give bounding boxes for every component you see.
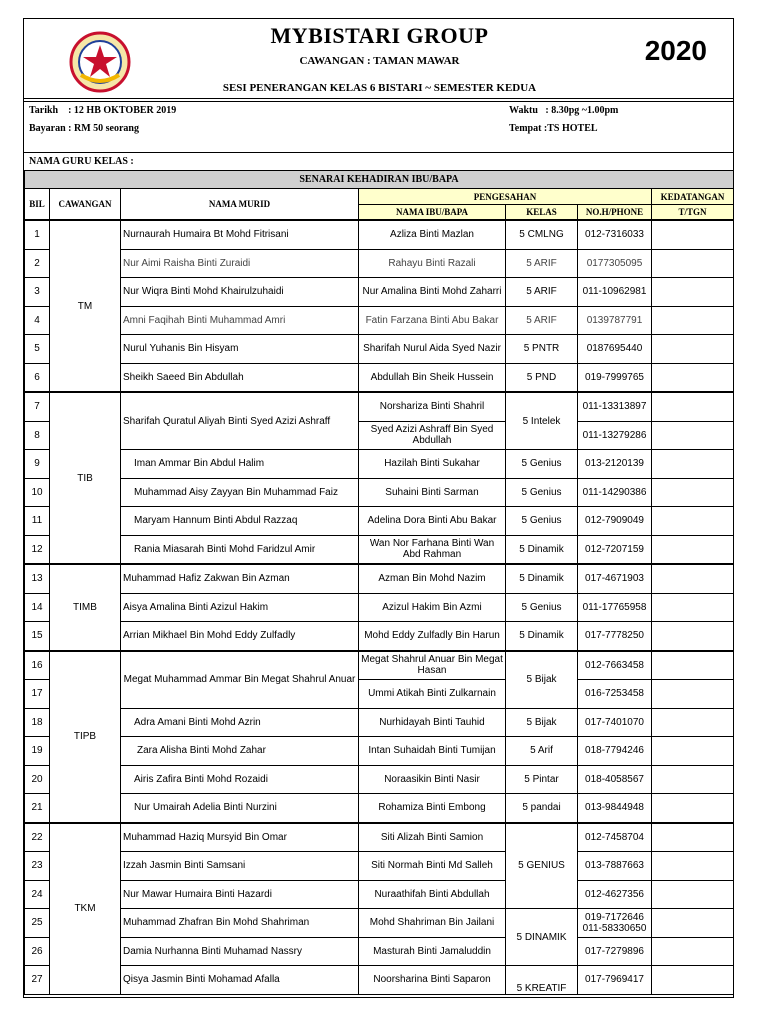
student-name: Nur Wiqra Binti Mohd Khairulzuhaidi [121,278,359,307]
student-name: Nur Umairah Adelia Binti Nurzini [121,794,359,823]
class-cell: 5 PNTR [506,335,578,364]
row-number: 25 [25,909,50,938]
class-cell: 5 Arif [506,737,578,766]
divider [24,152,733,153]
date-info: Tarikh : 12 HB OKTOBER 2019 [29,105,177,116]
student-name: Nurul Yuhanis Bin Hisyam [121,335,359,364]
row-number: 3 [25,278,50,307]
year-label: 2020 [644,35,707,66]
signature-cell[interactable] [652,880,734,909]
student-name: Muhammad Haziq Mursyid Bin Omar [121,823,359,852]
table-row [25,622,734,651]
class-cell: 5 CMLNG [506,220,578,249]
signature-cell[interactable] [652,909,734,938]
parent-name: Azman Bin Mohd Nazim [359,564,506,593]
phone-cell: 0187695440 [578,335,652,364]
phone-cell: 0177305095 [578,249,652,278]
phone-cell: 016-7253458 [578,680,652,709]
parent-name: Syed Azizi Ashraff Bin Syed Abdullah [359,421,506,450]
row-number: 27 [25,966,50,995]
attendance-table [24,170,734,995]
table-row [25,564,734,593]
parent-name: Nur Amalina Binti Mohd Zaharri [359,278,506,307]
phone-cell: 011-13279286 [578,421,652,450]
signature-cell[interactable] [652,937,734,966]
signature-cell[interactable] [652,823,734,852]
signature-cell[interactable] [652,249,734,278]
student-name: Amni Faqihah Binti Muhammad Amri [121,306,359,335]
row-number: 8 [25,421,50,450]
phone-cell: 011-17765958 [578,593,652,622]
phone-cell: 018-7794246 [578,737,652,766]
parent-name: Sharifah Nurul Aida Syed Nazir [359,335,506,364]
parent-name: Azizul Hakim Bin Azmi [359,593,506,622]
header-bil: BIL [25,189,50,221]
student-name: Adra Amani Binti Mohd Azrin [121,708,359,737]
signature-cell[interactable] [652,278,734,307]
phone-cell [578,909,652,938]
row-number: 11 [25,507,50,536]
parent-name: Nuraathifah Binti Abdullah [359,880,506,909]
phone-cell: 012-7316033 [578,220,652,249]
table-row [25,708,734,737]
signature-cell[interactable] [652,363,734,392]
parent-name: Adelina Dora Binti Abu Bakar [359,507,506,536]
parent-name: Rohamiza Binti Embong [359,794,506,823]
parent-name: Siti Alizah Binti Samion [359,823,506,852]
phone-primary: 019-7172646 [585,911,644,923]
parent-name: Suhaini Binti Sarman [359,478,506,507]
class-cell: 5 DINAMIK [506,909,578,966]
class-cell: 5 Genius [506,593,578,622]
class-cell: 5 ARIF [506,249,578,278]
branch-cell: TM [50,220,121,392]
table-row [25,535,734,564]
phone-cell: 012-7663458 [578,651,652,680]
branch-cell: TKM [50,823,121,995]
signature-cell[interactable] [652,651,734,680]
student-name: Damia Nurhanna Binti Muhamad Nassry [121,937,359,966]
venue-info: Tempat :TS HOTEL [509,123,598,134]
table-title: SENARAI KEHADIRAN IBU/BAPA [25,171,734,189]
phone-cell: 011-13313897 [578,392,652,421]
row-number: 1 [25,220,50,249]
student-name: Arrian Mikhael Bin Mohd Eddy Zulfadly [121,622,359,651]
row-number: 15 [25,622,50,651]
class-cell: 5 KREATIF [506,966,578,995]
table-row [25,823,734,852]
signature-cell[interactable] [652,450,734,479]
student-name: Muhammad Aisy Zayyan Bin Muhammad Faiz [121,478,359,507]
table-row [25,651,734,680]
student-name: Nur Mawar Humaira Binti Hazardi [121,880,359,909]
signature-cell[interactable] [652,535,734,564]
parent-name: Ummi Atikah Binti Zulkarnain [359,680,506,709]
parent-name: Abdullah Bin Sheik Hussein [359,363,506,392]
student-name: Aisya Amalina Binti Azizul Hakim [121,593,359,622]
organization-title: MYBISTARI GROUP [270,23,489,48]
student-name: Izzah Jasmin Binti Samsani [121,852,359,881]
row-number: 24 [25,880,50,909]
table-row [25,507,734,536]
row-number: 9 [25,450,50,479]
branch-cell: TIB [50,392,121,564]
class-cell: 5 Genius [506,507,578,536]
row-number: 19 [25,737,50,766]
signature-cell[interactable] [652,737,734,766]
class-cell: 5 Bijak [506,708,578,737]
student-name: Airis Zafira Binti Mohd Rozaidi [121,765,359,794]
row-number: 10 [25,478,50,507]
header-kelas: KELAS [506,205,578,221]
signature-cell[interactable] [652,794,734,823]
table-row [25,450,734,479]
row-number: 12 [25,535,50,564]
signature-cell[interactable] [652,708,734,737]
parent-name: Nurhidayah Binti Tauhid [359,708,506,737]
class-cell: 5 GENIUS [506,823,578,909]
header-nama-murid: NAMA MURID [121,189,359,221]
parent-name: Noorsharina Binti Saparon [359,966,506,995]
table-row [25,363,734,392]
parent-name: Intan Suhaidah Binti Tumijan [359,737,506,766]
parent-name: Hazilah Binti Sukahar [359,450,506,479]
student-name: Iman Ammar Bin Abdul Halim [121,450,359,479]
student-name: Muhammad Zhafran Bin Mohd Shahriman [121,909,359,938]
signature-cell[interactable] [652,765,734,794]
phone-cell: 012-7207159 [578,535,652,564]
phone-cell: 017-7969417 [578,966,652,995]
teacher-name-label: NAMA GURU KELAS : [29,156,134,167]
class-cell: 5 ARIF [506,306,578,335]
row-number: 18 [25,708,50,737]
header-phone: NO.H/PHONE [578,205,652,221]
header-ttgn: T/TGN [652,205,734,221]
parent-name: Wan Nor Farhana Binti Wan Abd Rahman [359,535,506,564]
row-number: 22 [25,823,50,852]
parent-name: Megat Shahrul Anuar Bin Megat Hasan [359,651,506,680]
phone-cell: 012-4627356 [578,880,652,909]
divider [24,101,733,102]
phone-cell: 011-14290386 [578,478,652,507]
table-row [25,794,734,823]
signature-cell[interactable] [652,852,734,881]
table-row [25,220,734,249]
header-cawangan: CAWANGAN [50,189,121,221]
phone-cell: 017-4671903 [578,564,652,593]
parent-name: Norshariza Binti Shahril [359,392,506,421]
row-number: 13 [25,564,50,593]
table-row [25,392,734,421]
row-number: 6 [25,363,50,392]
header-kedatangan: KEDATANGAN [652,189,734,205]
student-name: Muhammad Hafiz Zakwan Bin Azman [121,564,359,593]
table-row [25,737,734,766]
class-cell: 5 ARIF [506,278,578,307]
student-name: Zara Alisha Binti Mohd Zahar [121,737,359,766]
row-number: 17 [25,680,50,709]
table-row [25,278,734,307]
student-name: Maryam Hannum Binti Abdul Razzaq [121,507,359,536]
fee-info: Bayaran : RM 50 seorang [29,123,139,134]
table-row [25,249,734,278]
parent-name: Masturah Binti Jamaluddin [359,937,506,966]
signature-cell[interactable] [652,306,734,335]
row-number: 26 [25,937,50,966]
phone-cell: 018-4058567 [578,765,652,794]
parent-name: Azliza Binti Mazlan [359,220,506,249]
session-title: SESI PENERANGAN KELAS 6 BISTARI ~ SEMESTER KEDUA [222,82,537,94]
student-name: Nur Aimi Raisha Binti Zuraidi [121,249,359,278]
student-name: Sharifah Quratul Aliyah Binti Syed Azizi Ashraff [121,392,359,450]
parent-name: Mohd Shahriman Bin Jailani [359,909,506,938]
phone-cell: 013-7887663 [578,852,652,881]
class-cell: 5 Dinamik [506,622,578,651]
parent-name: Fatin Farzana Binti Abu Bakar [359,306,506,335]
row-number: 21 [25,794,50,823]
phone-cell: 013-9844948 [578,794,652,823]
phone-cell: 017-7778250 [578,622,652,651]
table-row [25,306,734,335]
signature-cell[interactable] [652,593,734,622]
table-row [25,765,734,794]
signature-cell[interactable] [652,335,734,364]
class-cell: 5 Pintar [506,765,578,794]
table-row [25,335,734,364]
class-cell: 5 Intelek [506,392,578,450]
row-number: 14 [25,593,50,622]
phone-cell: 017-7401070 [578,708,652,737]
signature-cell[interactable] [652,680,734,709]
phone-secondary: 011-58330650 [582,922,647,934]
class-cell: 5 Genius [506,478,578,507]
phone-cell: 012-7458704 [578,823,652,852]
divider [24,98,733,99]
row-number: 7 [25,392,50,421]
class-cell: 5 Genius [506,450,578,479]
phone-cell: 019-7999765 [578,363,652,392]
time-info: Waktu : 8.30pg ~1.00pm [509,105,619,116]
row-number: 2 [25,249,50,278]
class-cell: 5 Dinamik [506,535,578,564]
phone-cell: 013-2120139 [578,450,652,479]
student-name: Nurnaurah Humaira Bt Mohd Fitrisani [121,220,359,249]
student-name: Rania Miasarah Binti Mohd Faridzul Amir [121,535,359,564]
table-row [25,880,734,909]
signature-cell[interactable] [652,478,734,507]
signature-cell[interactable] [652,507,734,536]
table-row [25,593,734,622]
table-row [25,852,734,881]
row-number: 20 [25,765,50,794]
class-cell: 5 Bijak [506,651,578,709]
row-number: 5 [25,335,50,364]
row-number: 16 [25,651,50,680]
signature-cell[interactable] [652,392,734,421]
signature-cell[interactable] [652,421,734,450]
attendance-sheet [23,18,734,998]
class-cell: 5 pandai [506,794,578,823]
header-nama-ibubapa: NAMA IBU/BAPA [359,205,506,221]
student-name: Megat Muhammad Ammar Bin Megat Shahrul Anuar [121,651,359,709]
parent-name: Rahayu Binti Razali [359,249,506,278]
table-row [25,937,734,966]
branch-cell: TIPB [50,651,121,823]
student-name: Sheikh Saeed Bin Abdullah [121,363,359,392]
student-name: Qisya Jasmin Binti Mohamad Afalla [121,966,359,995]
signature-cell[interactable] [652,220,734,249]
class-cell: 5 PND [506,363,578,392]
header-pengesahan: PENGESAHAN [359,189,652,205]
parent-name: Mohd Eddy Zulfadly Bin Harun [359,622,506,651]
signature-cell[interactable] [652,564,734,593]
phone-cell: 017-7279896 [578,937,652,966]
signature-cell[interactable] [652,622,734,651]
phone-cell: 011-10962981 [578,278,652,307]
parent-name: Noraasikin Binti Nasir [359,765,506,794]
phone-cell: 0139787791 [578,306,652,335]
table-row [25,478,734,507]
class-cell: 5 Dinamik [506,564,578,593]
row-number: 4 [25,306,50,335]
row-number: 23 [25,852,50,881]
branch-cell: TIMB [50,564,121,651]
parent-name: Siti Normah Binti Md Salleh [359,852,506,881]
branch-label: CAWANGAN : TAMAN MAWAR [299,55,460,67]
signature-cell[interactable] [652,966,734,995]
table-row [25,909,734,938]
phone-cell: 012-7909049 [578,507,652,536]
table-row [25,966,734,995]
